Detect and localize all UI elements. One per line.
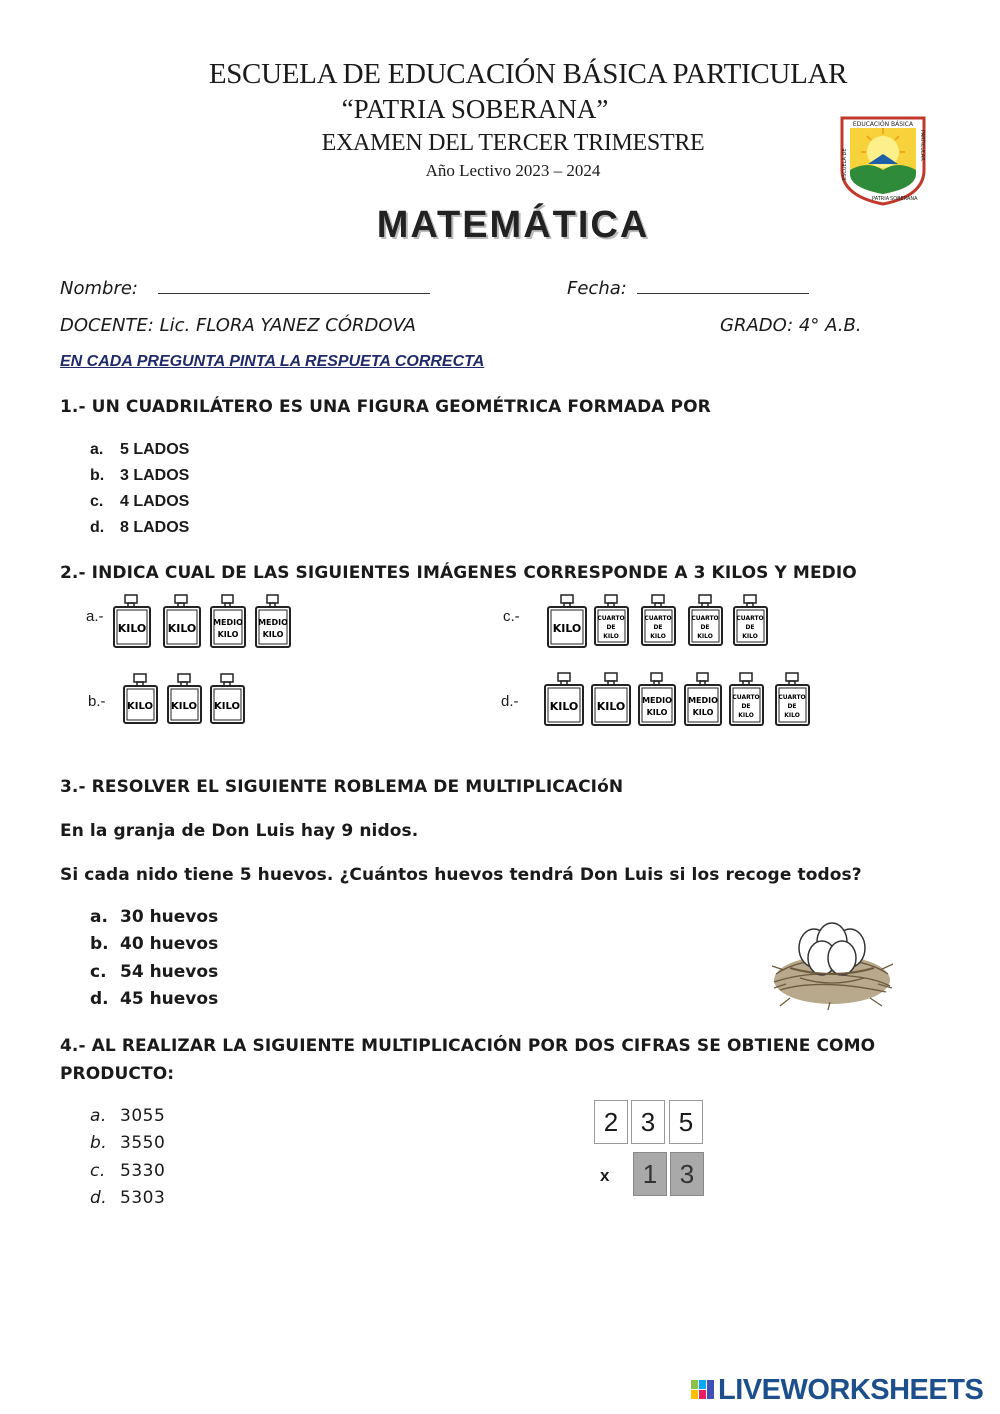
weight-cuarto-kilo <box>730 673 763 725</box>
svg-text:CUARTO: CUARTO <box>736 615 764 622</box>
svg-text:KILO: KILO <box>214 701 240 712</box>
svg-text:KILO: KILO <box>167 622 197 635</box>
svg-text:CUARTO: CUARTO <box>597 615 625 622</box>
option-text: 4 LADOS <box>120 493 190 510</box>
digit-box-shaded: 3 <box>670 1152 704 1196</box>
svg-text:KILO: KILO <box>646 708 668 717</box>
multiplication-diagram <box>594 1100 714 1200</box>
svg-text:KILO: KILO <box>117 622 147 635</box>
q3-line-2: Si cada nido tiene 5 huevos. ¿Cuántos huevos tendrá Don Luis si los recoge todos? <box>60 865 862 885</box>
q4-options <box>90 1106 165 1215</box>
digit-box: 5 <box>669 1100 703 1144</box>
fecha-input[interactable] <box>637 279 809 294</box>
liveworksheets-logo-icon <box>690 1378 716 1402</box>
option-text: 3 LADOS <box>120 467 190 484</box>
option-text: 40 huevos <box>120 934 219 955</box>
option-letter: c. <box>90 1160 106 1181</box>
question-4-line-1: 4.- AL REALIZAR LA SIGUIENTE MULTIPLICACIÓN POR DOS CIFRAS SE OBTIENE COMO <box>60 1036 876 1056</box>
svg-text:DE: DE <box>606 624 616 631</box>
svg-text:KILO: KILO <box>742 633 758 640</box>
q4-option-b[interactable] <box>90 1133 165 1160</box>
svg-text:KILO: KILO <box>552 622 582 635</box>
svg-text:CUARTO: CUARTO <box>732 694 760 701</box>
logo-text-bottom-1: PATRIA <box>872 196 890 202</box>
svg-text:DE: DE <box>653 624 663 631</box>
svg-text:KILO: KILO <box>127 701 153 712</box>
fecha-label: Fecha: <box>567 278 627 299</box>
nest-icon <box>770 918 895 1010</box>
option-text: 30 huevos <box>120 907 219 927</box>
svg-text:KILO: KILO <box>171 701 197 712</box>
svg-text:KILO: KILO <box>784 712 800 719</box>
weight-cuarto-kilo <box>689 595 722 645</box>
nombre-input[interactable] <box>158 279 430 294</box>
q2-option-d-label[interactable]: d.- <box>501 693 519 710</box>
weight-cuarto-kilo <box>595 595 628 645</box>
q2-option-a-weights[interactable] <box>112 594 297 650</box>
exam-title: EXAMEN DEL TERCER TRIMESTRE <box>321 130 705 156</box>
q1-option-b[interactable] <box>90 467 189 493</box>
svg-text:KILO: KILO <box>596 700 626 713</box>
logo-text-left: ESCUELA DE <box>842 148 848 180</box>
option-letter: d. <box>90 519 105 536</box>
weight-cuarto-kilo <box>776 673 809 725</box>
q1-option-d[interactable] <box>90 519 189 545</box>
option-text: 3055 <box>120 1106 166 1126</box>
weight-kilo <box>211 674 244 723</box>
svg-text:DE: DE <box>700 624 710 631</box>
option-letter: b. <box>90 1133 108 1154</box>
q3-option-b[interactable] <box>90 934 218 961</box>
svg-text:MEDIO: MEDIO <box>688 696 718 705</box>
option-text: 45 huevos <box>120 988 219 1009</box>
svg-text:DE: DE <box>787 703 797 710</box>
q1-option-c[interactable] <box>90 493 189 519</box>
digit-box-shaded: 1 <box>633 1152 667 1196</box>
option-letter: d. <box>90 988 109 1009</box>
school-logo <box>838 114 928 206</box>
q3-options <box>90 907 218 1016</box>
weight-kilo <box>114 595 150 647</box>
weight-medio-kilo <box>639 673 675 725</box>
svg-text:KILO: KILO <box>262 630 284 639</box>
multiply-sign: x <box>600 1166 610 1185</box>
question-3: 3.- RESOLVER EL SIGUIENTE ROBLEMA DE MULTIPLICACIóN <box>60 777 624 797</box>
grado-text: GRADO: 4° A.B. <box>720 315 862 336</box>
q4-option-c[interactable] <box>90 1161 165 1188</box>
option-text: 3550 <box>120 1133 166 1154</box>
q2-option-b-weights[interactable] <box>122 673 248 725</box>
school-year: Año Lectivo 2023 – 2024 <box>425 161 601 180</box>
svg-text:CUARTO: CUARTO <box>691 615 719 622</box>
question-1: 1.- UN CUADRILÁTERO ES UNA FIGURA GEOMÉTRICA FORMADA POR <box>60 397 711 417</box>
q2-option-d-weights[interactable] <box>543 672 815 728</box>
weight-kilo <box>164 595 200 647</box>
weight-kilo <box>168 674 201 723</box>
docente-text: DOCENTE: Lic. FLORA YANEZ CÓRDOVA <box>60 315 416 336</box>
option-letter: a. <box>90 441 104 458</box>
option-text: 5 LADOS <box>120 441 190 458</box>
q3-option-c[interactable] <box>90 962 218 989</box>
logo-text-right: PARTICULAR <box>919 130 925 161</box>
option-text: 8 LADOS <box>120 519 190 536</box>
option-letter: b. <box>90 934 109 955</box>
weight-cuarto-kilo <box>734 595 767 645</box>
option-letter: c. <box>90 961 107 982</box>
weight-kilo <box>592 673 630 725</box>
logo-text-bottom-2: SOBERANA <box>890 196 918 202</box>
liveworksheets-brand[interactable]: LIVEWORKSHEETS <box>718 1374 984 1406</box>
q3-option-d[interactable] <box>90 989 218 1016</box>
q4-option-a[interactable] <box>90 1106 165 1133</box>
svg-text:DE: DE <box>745 624 755 631</box>
weight-medio-kilo <box>685 673 721 725</box>
svg-text:KILO: KILO <box>603 633 619 640</box>
weight-cuarto-kilo <box>642 595 675 645</box>
q2-option-c-label[interactable]: c.- <box>503 608 520 625</box>
fecha-field <box>567 278 809 299</box>
option-letter: a. <box>90 907 108 927</box>
svg-text:KILO: KILO <box>692 708 714 717</box>
svg-text:CUARTO: CUARTO <box>778 694 806 701</box>
option-text: 5330 <box>120 1160 166 1181</box>
digit-box: 2 <box>594 1100 628 1144</box>
q3-line-1: En la granja de Don Luis hay 9 nidos. <box>60 821 419 841</box>
subject-title: MATEMÁTICA <box>376 204 650 246</box>
q4-option-d[interactable] <box>90 1188 165 1215</box>
q3-option-a[interactable] <box>90 907 218 934</box>
nombre-field <box>60 278 430 299</box>
instruction: EN CADA PREGUNTA PINTA LA RESPUETA CORRECTA <box>60 353 485 370</box>
svg-text:DE: DE <box>741 703 751 710</box>
school-title: “PATRIA SOBERANA” <box>341 94 609 124</box>
digit-box: 3 <box>631 1100 665 1144</box>
weight-kilo <box>548 595 586 647</box>
question-4-line-2: PRODUCTO: <box>60 1064 175 1084</box>
weight-kilo <box>545 673 583 725</box>
q2-option-a-label[interactable]: a.- <box>86 608 104 625</box>
q1-option-a[interactable] <box>90 441 189 467</box>
svg-text:CUARTO: CUARTO <box>644 615 672 622</box>
weight-medio-kilo <box>256 595 290 647</box>
weight-medio-kilo <box>211 595 245 647</box>
svg-text:KILO: KILO <box>549 700 579 713</box>
svg-text:KILO: KILO <box>738 712 754 719</box>
school-name: ESCUELA DE EDUCACIÓN BÁSICA PARTICULAR <box>208 58 848 90</box>
option-text: 54 huevos <box>120 961 219 982</box>
weight-kilo <box>124 674 157 723</box>
nombre-label: Nombre: <box>60 278 138 299</box>
q1-options <box>90 441 189 545</box>
logo-text-top: EDUCACIÓN BÁSICA <box>852 121 914 128</box>
svg-text:KILO: KILO <box>217 630 239 639</box>
option-letter: b. <box>90 467 105 484</box>
svg-text:MEDIO: MEDIO <box>642 696 672 705</box>
option-letter: c. <box>90 493 104 510</box>
svg-text:MEDIO: MEDIO <box>258 618 288 627</box>
option-letter: a. <box>90 1106 107 1126</box>
svg-text:MEDIO: MEDIO <box>213 618 243 627</box>
question-2: 2.- INDICA CUAL DE LAS SIGUIENTES IMÁGENES CORRESPONDE A 3 KILOS Y MEDIO <box>60 563 857 583</box>
option-letter: d. <box>90 1187 108 1208</box>
svg-text:KILO: KILO <box>650 633 666 640</box>
q2-option-c-weights[interactable] <box>546 594 774 650</box>
option-text: 5303 <box>120 1187 166 1208</box>
q2-option-b-label[interactable]: b.- <box>88 693 106 710</box>
svg-text:KILO: KILO <box>697 633 713 640</box>
